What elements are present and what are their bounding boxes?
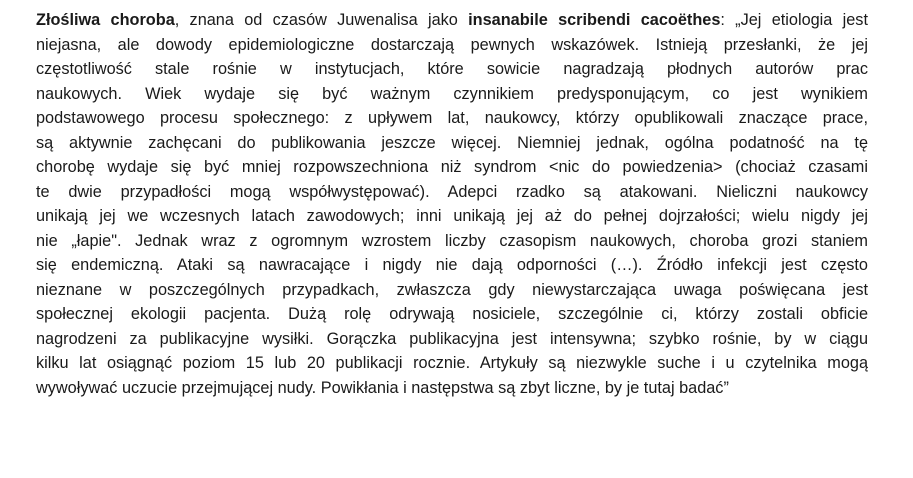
paragraph-line: się endemiczną. Ataki są nawracające i nigdy nie dają odporności (…). Źródło infekcji jest często: [36, 256, 868, 274]
paragraph-line: niejasna, ale dowody epidemiologiczne dostarczają pewnych wskazówek. Istnieją przesłanki, że jej: [36, 35, 868, 54]
paragraph-line: kilku lat osiągnąć poziom 15 lub 20 publikacji rocznie. Artykuły są niezwykle suche i u czytelnika mogą: [36, 354, 868, 372]
paragraph-line: te dwie przypadłości mogą współwystępować). Adepci rzadko są atakowani. Nieliczni naukowcy: [36, 182, 868, 201]
paragraph-line: unikają jej we wczesnych latach zawodowych; inni unikają jej aż do pełnej dojrzałości; wielu nigdy jej: [36, 207, 868, 225]
document-body: [36, 8, 868, 400]
paragraph-line: społecznej ekologii pacjenta. Dużą rolę odrywają nosiciele, szczególnie ci, którzy zostali obficie: [36, 305, 868, 323]
paragraph-line: nieznane w poszczególnych przypadkach, zwłaszcza gdy niewystarczająca uwaga poświęcana jest: [36, 280, 868, 299]
intro-text: , znana od czasów Juwenalisa jako: [174, 11, 469, 29]
paragraph-line: częstotliwość stale rośnie w instytucjach, które sowicie nagradzają płodnych autorów prac: [36, 60, 868, 78]
term-malignant-disease: Złośliwa choroba: [36, 11, 175, 29]
paragraph-line: nagrodzeni za publikacyjne wysiłki. Gorączka publikacyjna jest intensywna; szybko rośnie, by w ciągu: [36, 329, 868, 348]
paragraph-line: podstawowego procesu społecznego: z upływem lat, naukowcy, którzy opublikowali znaczące prace,: [36, 109, 868, 127]
paragraph-line: są aktywnie zachęcani do publikowania jeszcze więcej. Niemniej jednak, ogólna podatność na tę: [36, 133, 868, 152]
paragraph-line-1: [36, 8, 868, 33]
paragraph-line: chorobę wydaje się być mniej rozpowszechniona niż syndrom <nic do powiedzenia> (chociaż czasami: [36, 158, 868, 176]
paragraph-line: naukowych. Wiek wydaje się być ważnym czynnikiem predysponującym, co jest wynikiem: [36, 84, 868, 103]
paragraph-line-last: wywoływać uczucie przejmującej nudy. Powikłania i następstwa są zbyt liczne, by je tutaj badać”: [36, 378, 729, 397]
term-latin: insanabile scribendi cacoëthes: [468, 11, 721, 29]
paragraph-line: nie „łapie". Jednak wraz z ogromnym wzrostem liczby czasopism naukowych, choroba grozi staniem: [36, 231, 868, 250]
line-text: : „Jej etiologia jest: [720, 11, 868, 29]
